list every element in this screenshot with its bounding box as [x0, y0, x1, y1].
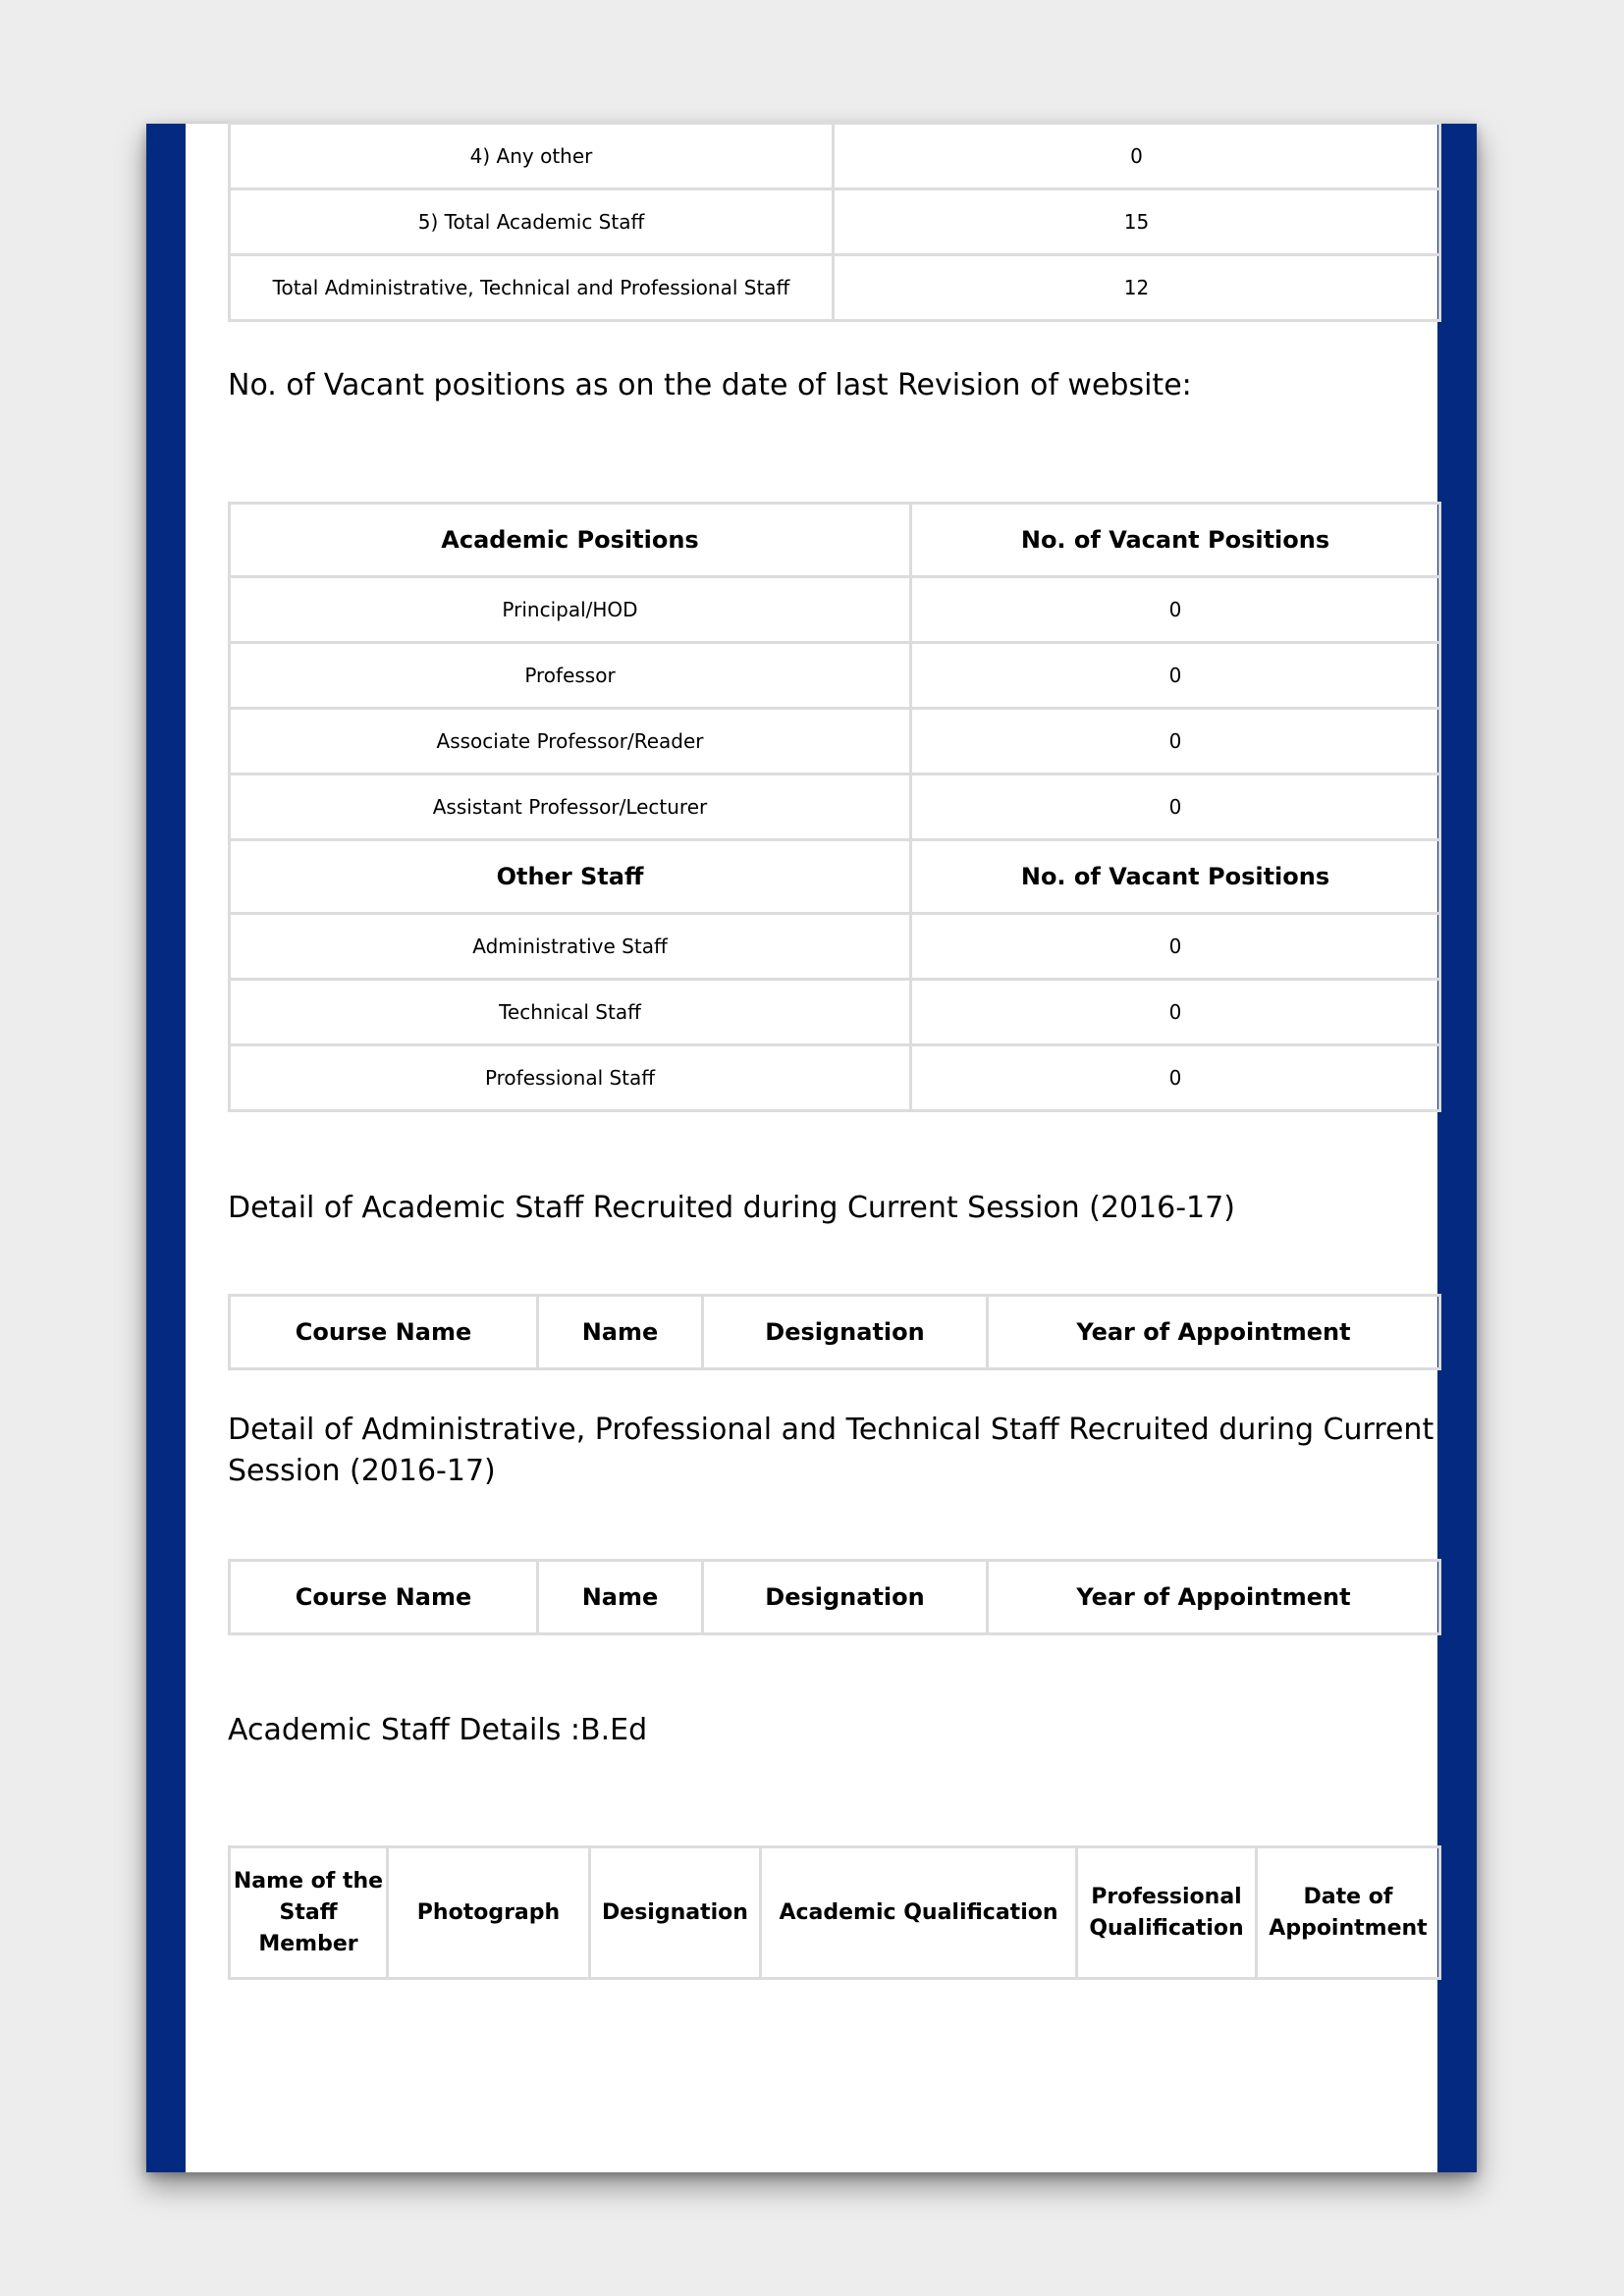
- table-header-row: [230, 1561, 1440, 1634]
- year-of-appointment-header: Year of Appointment: [988, 1296, 1440, 1369]
- designation-header: Designation: [703, 1296, 988, 1369]
- row-value: 0: [911, 643, 1440, 709]
- professional-qualification-header: Professional Qualification: [1077, 1847, 1257, 1979]
- row-value: 0: [911, 1045, 1440, 1111]
- other-staff-header: Other Staff: [230, 840, 911, 914]
- name-header: Name: [538, 1296, 703, 1369]
- photograph-header: Photograph: [388, 1847, 590, 1979]
- name-header: Name: [538, 1561, 703, 1634]
- row-value: 0: [911, 980, 1440, 1045]
- table-row: [230, 1045, 1440, 1111]
- admin-recruited-table: [228, 1559, 1441, 1635]
- row-value: 0: [911, 709, 1440, 774]
- staff-summary-table: [228, 122, 1441, 322]
- row-label: Professor: [230, 643, 911, 709]
- table-header-row: [230, 504, 1440, 577]
- table-row: [230, 709, 1440, 774]
- vacant-positions-heading: No. of Vacant positions as on the date of last Revision of website:: [228, 368, 1192, 402]
- row-label: 4) Any other: [230, 124, 834, 189]
- designation-header: Designation: [590, 1847, 761, 1979]
- vacant-positions-table: [228, 502, 1441, 1112]
- row-value: 15: [834, 189, 1440, 255]
- staff-details-table: [228, 1845, 1441, 1980]
- row-label: 5) Total Academic Staff: [230, 189, 834, 255]
- row-value: 0: [834, 124, 1440, 189]
- table-row: [230, 255, 1440, 321]
- table-header-row: [230, 840, 1440, 914]
- table-header-row: [230, 1296, 1440, 1369]
- academic-recruited-table: [228, 1294, 1441, 1370]
- table-row: [230, 189, 1440, 255]
- table-row: [230, 643, 1440, 709]
- row-label: Administrative Staff: [230, 914, 911, 980]
- table-row: [230, 914, 1440, 980]
- row-label: Technical Staff: [230, 980, 911, 1045]
- table-row: [230, 980, 1440, 1045]
- row-value: 0: [911, 577, 1440, 643]
- year-of-appointment-header: Year of Appointment: [988, 1561, 1440, 1634]
- table-row: [230, 774, 1440, 840]
- admin-recruited-heading: Detail of Administrative, Professional and Technical Staff Recruited during Current Session (2016-17): [228, 1413, 1435, 1488]
- vacant-count-header: No. of Vacant Positions: [911, 840, 1440, 914]
- academic-positions-header: Academic Positions: [230, 504, 911, 577]
- staff-name-header: Name of the Staff Member: [230, 1847, 388, 1979]
- row-value: 0: [911, 914, 1440, 980]
- row-label: Associate Professor/Reader: [230, 709, 911, 774]
- date-of-appointment-header: Date of Appointment: [1257, 1847, 1440, 1979]
- table-row: [230, 577, 1440, 643]
- table-header-row: [230, 1847, 1440, 1979]
- staff-details-heading: Academic Staff Details :B.Ed: [228, 1713, 648, 1747]
- row-value: 0: [911, 774, 1440, 840]
- course-name-header: Course Name: [230, 1296, 538, 1369]
- row-label: Principal/HOD: [230, 577, 911, 643]
- row-label: Total Administrative, Technical and Professional Staff: [230, 255, 834, 321]
- designation-header: Designation: [703, 1561, 988, 1634]
- row-label: Assistant Professor/Lecturer: [230, 774, 911, 840]
- row-value: 12: [834, 255, 1440, 321]
- course-name-header: Course Name: [230, 1561, 538, 1634]
- row-label: Professional Staff: [230, 1045, 911, 1111]
- academic-recruited-heading: Detail of Academic Staff Recruited during Current Session (2016-17): [228, 1191, 1235, 1225]
- academic-qualification-header: Academic Qualification: [761, 1847, 1077, 1979]
- vacant-count-header: No. of Vacant Positions: [911, 504, 1440, 577]
- table-row: [230, 124, 1440, 189]
